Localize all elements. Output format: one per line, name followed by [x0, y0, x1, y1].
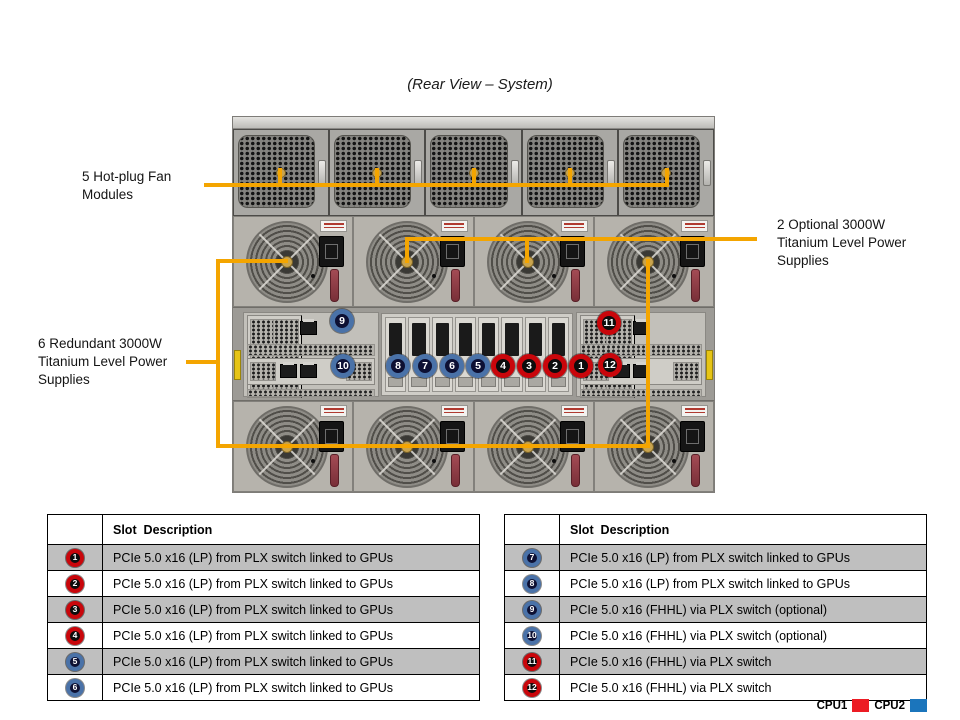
table-row	[48, 674, 479, 700]
callout-line-redundant-label	[186, 360, 220, 364]
cpu1-label: CPU1	[816, 699, 848, 712]
slot-badge-8: 8	[523, 575, 541, 593]
slot-marker-10: 10	[331, 354, 355, 378]
callout-line-fan-tick	[278, 168, 282, 187]
warning-sticker-left	[234, 350, 241, 380]
slot-badge-9: 9	[523, 601, 541, 619]
cpu2-color-swatch	[910, 699, 927, 712]
table-row	[505, 570, 926, 596]
cpu-legend	[817, 699, 927, 712]
slot-description: PCIe 5.0 x16 (LP) from PLX switch linked to GPUs	[570, 576, 850, 591]
chassis-top-rail	[233, 117, 714, 129]
slot-description: PCIe 5.0 x16 (LP) from PLX switch linked to GPUs	[113, 680, 393, 695]
vent-grid	[250, 362, 276, 381]
psu-release-handle	[571, 454, 580, 487]
right-card-bay	[576, 312, 706, 397]
table-row	[505, 674, 926, 700]
slot-description: PCIe 5.0 x16 (LP) from PLX switch linked to GPUs	[570, 550, 850, 565]
vent-strip	[247, 344, 375, 356]
callout-line-fan-tick	[375, 168, 379, 187]
slot-marker-5: 5	[466, 354, 490, 378]
rj45-port	[280, 364, 297, 378]
slot-description: PCIe 5.0 x16 (FHHL) via PLX switch (optional)	[570, 602, 828, 617]
slot-marker-8: 8	[386, 354, 410, 378]
callout-line-fan-tick	[472, 168, 476, 187]
psu-ac-inlet	[680, 421, 705, 452]
slot-badge-6: 6	[66, 679, 84, 697]
vent-strip	[580, 389, 702, 397]
slot-badge-2: 2	[66, 575, 84, 593]
slot-badge-11: 11	[523, 653, 541, 671]
table-row	[505, 596, 926, 622]
table-row	[48, 648, 479, 674]
callout-line-redundant-right-vertical	[646, 259, 650, 448]
slot-table-right	[504, 514, 927, 701]
fan-latch	[318, 160, 326, 186]
psu-release-handle	[451, 269, 460, 302]
fan-latch	[414, 160, 422, 186]
table-header-label: Slot Description	[570, 522, 670, 537]
vent-grid	[673, 362, 699, 381]
slot-marker-2: 2	[543, 354, 567, 378]
table-row	[505, 544, 926, 570]
warning-sticker-right	[706, 350, 713, 380]
slot-marker-3: 3	[517, 354, 541, 378]
callout-line-redundant-bottom-horizontal	[216, 444, 650, 448]
psu-model-sticker	[441, 220, 468, 232]
slot-table-left	[47, 514, 480, 701]
slot-badge-7: 7	[523, 549, 541, 567]
slot-badge-5: 5	[66, 653, 84, 671]
psu-release-handle	[691, 454, 700, 487]
slot-marker-6: 6	[440, 354, 464, 378]
page-title: (Rear View – System)	[407, 76, 553, 93]
slot-marker-12: 12	[598, 353, 622, 377]
psu-release-handle	[330, 269, 339, 302]
power-supply	[353, 216, 473, 307]
callout-line-fans-horizontal	[204, 183, 669, 187]
psu-ac-inlet	[319, 236, 344, 267]
callout-redundant-psu: 6 Redundant 3000W Titanium Level Power Supplies	[38, 336, 168, 387]
table-header-label: Slot Description	[113, 522, 213, 537]
psu-status-led	[552, 459, 556, 463]
slot-description: PCIe 5.0 x16 (LP) from PLX switch linked to GPUs	[113, 576, 393, 591]
psu-status-led	[432, 459, 436, 463]
slot-description: PCIe 5.0 x16 (LP) from PLX switch linked to GPUs	[113, 602, 393, 617]
slot-description: PCIe 5.0 x16 (LP) from PLX switch linked to GPUs	[113, 654, 393, 669]
table-header-slot-cell	[505, 515, 560, 544]
table-header-row	[505, 515, 926, 544]
psu-release-handle	[691, 269, 700, 302]
slot-description: PCIe 5.0 x16 (LP) from PLX switch linked to GPUs	[113, 550, 393, 565]
callout-line-optional-tick	[525, 241, 529, 263]
table-row	[48, 622, 479, 648]
slot-marker-11: 11	[597, 311, 621, 335]
slot-description: PCIe 5.0 x16 (LP) from PLX switch linked to GPUs	[113, 628, 393, 643]
io-card	[247, 358, 375, 385]
psu-status-led	[672, 274, 676, 278]
callout-fan-modules: 5 Hot-plug Fan Modules	[82, 169, 172, 202]
psu-release-handle	[571, 269, 580, 302]
psu-model-sticker	[561, 405, 588, 417]
psu-release-handle	[451, 454, 460, 487]
slot-badge-1: 1	[66, 549, 84, 567]
table-row	[48, 544, 479, 570]
psu-release-handle	[330, 454, 339, 487]
psu-model-sticker	[320, 405, 347, 417]
slot-marker-4: 4	[491, 354, 515, 378]
callout-optional-psu: 2 Optional 3000W Titanium Level Power Supplies	[777, 217, 907, 268]
psu-row-top	[233, 216, 714, 307]
table-row	[48, 596, 479, 622]
slot-badge-4: 4	[66, 627, 84, 645]
fan-latch	[703, 160, 711, 186]
psu-model-sticker	[561, 220, 588, 232]
slot-badge-12: 12	[523, 679, 541, 697]
callout-line-optional-tick	[405, 241, 409, 263]
callout-line-optional-horizontal	[405, 237, 757, 241]
cpu2-label: CPU2	[874, 699, 905, 712]
table-header-row	[48, 515, 479, 544]
slot-description: PCIe 5.0 x16 (FHHL) via PLX switch (optional)	[570, 628, 828, 643]
slot-marker-1: 1	[569, 354, 593, 378]
fan-latch	[607, 160, 615, 186]
io-card	[247, 315, 302, 398]
rj45-port	[300, 321, 317, 335]
psu-status-led	[672, 459, 676, 463]
slot-marker-7: 7	[413, 354, 437, 378]
table-row	[48, 570, 479, 596]
left-card-bay	[243, 312, 379, 397]
fan-latch	[511, 160, 519, 186]
power-supply	[594, 216, 714, 307]
psu-model-sticker	[681, 220, 708, 232]
psu-model-sticker	[441, 405, 468, 417]
rj45-port	[300, 364, 317, 378]
psu-status-led	[432, 274, 436, 278]
callout-line-fan-tick	[665, 168, 669, 187]
slot-description: PCIe 5.0 x16 (FHHL) via PLX switch	[570, 654, 772, 669]
table-row	[505, 648, 926, 674]
slot-description: PCIe 5.0 x16 (FHHL) via PLX switch	[570, 680, 772, 695]
callout-line-redundant-top-horizontal	[216, 259, 288, 263]
slot-marker-9: 9	[330, 309, 354, 333]
table-row	[505, 622, 926, 648]
slot-badge-3: 3	[66, 601, 84, 619]
vent-strip	[247, 389, 375, 397]
vent-strip	[580, 344, 702, 356]
cpu1-color-swatch	[852, 699, 869, 712]
table-header-slot-cell	[48, 515, 103, 544]
callout-line-redundant-left-vertical	[216, 259, 220, 448]
psu-model-sticker	[320, 220, 347, 232]
slot-badge-10: 10	[523, 627, 541, 645]
power-supply	[474, 216, 594, 307]
psu-status-led	[552, 274, 556, 278]
psu-model-sticker	[681, 405, 708, 417]
callout-line-fan-tick	[568, 168, 572, 187]
